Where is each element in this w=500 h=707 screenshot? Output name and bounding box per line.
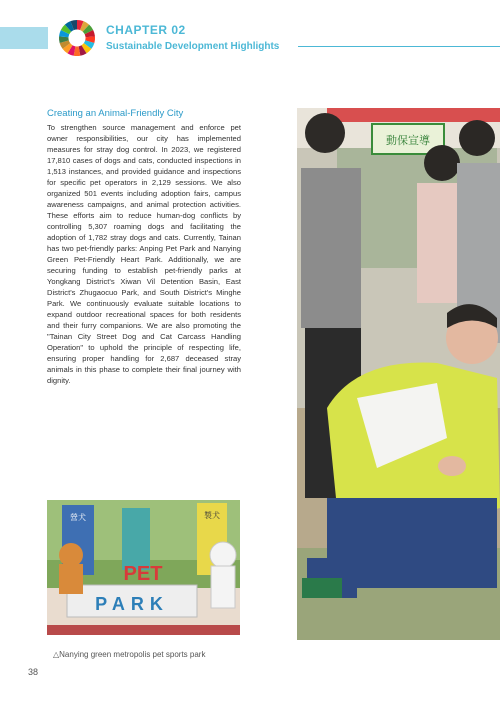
adoption-event-photo — [297, 108, 500, 640]
header-accent-bar — [0, 27, 48, 49]
sign-park: PARK — [95, 594, 169, 614]
sign-pet: PET — [123, 563, 163, 585]
page-number: 38 — [28, 667, 39, 677]
chapter-label: CHAPTER 02 — [106, 23, 186, 37]
chapter-title: Sustainable Development Highlights — [106, 41, 280, 52]
photo-caption: △Nanying green metropolis pet sports park — [53, 650, 206, 659]
sdg-wheel-logo — [58, 19, 96, 57]
banner-text: 動保宣導 — [386, 135, 430, 147]
banner-right: 製犬 — [204, 511, 220, 520]
section-heading: Creating an Animal-Friendly City — [47, 108, 184, 119]
section-body: To strengthen source management and enforce pet owner responsibilities, our city has implemented measures for stray dog control. In 2023, we registered 17,810 cases of dogs and cats, conducted inspections in 1,513 instances, and provided guidance and inspections for specific pet operators in 2,129 sessions. We also organized 501 events including adoption fairs, campus awareness campaigns, and animal protection activities. These efforts aim to reduce human-dog conflicts by controlling 5,307 roaming dogs and facilitating the adoption of 1,782 stray dogs and cats. Currently, Tainan has two pet-friendly parks: Anping Pet Park and Nanying Green Pet-Friendly Heart Park. Additionally, we are securing funding to establish pet-friendly parks at Yongkang District's Xiwan Vil Detention Basin, East District's Zhugaocuo Park, and South District's Minghe Park. We continuously evaluate suitable locations to expand outdoor recreational spaces for both residents and their furry companions. We are also promoting the "Tainan City Street Dog and Cat Carcass Handling Operation" to uphold the principle of respecting life, ensuring proper handling for 2,687 deceased stray animals in this phase to complete their final journey with dignity. — [47, 123, 241, 385]
header-rule — [298, 46, 500, 47]
banner-left: 營犬 — [70, 513, 86, 522]
pet-park-photo — [47, 500, 240, 635]
